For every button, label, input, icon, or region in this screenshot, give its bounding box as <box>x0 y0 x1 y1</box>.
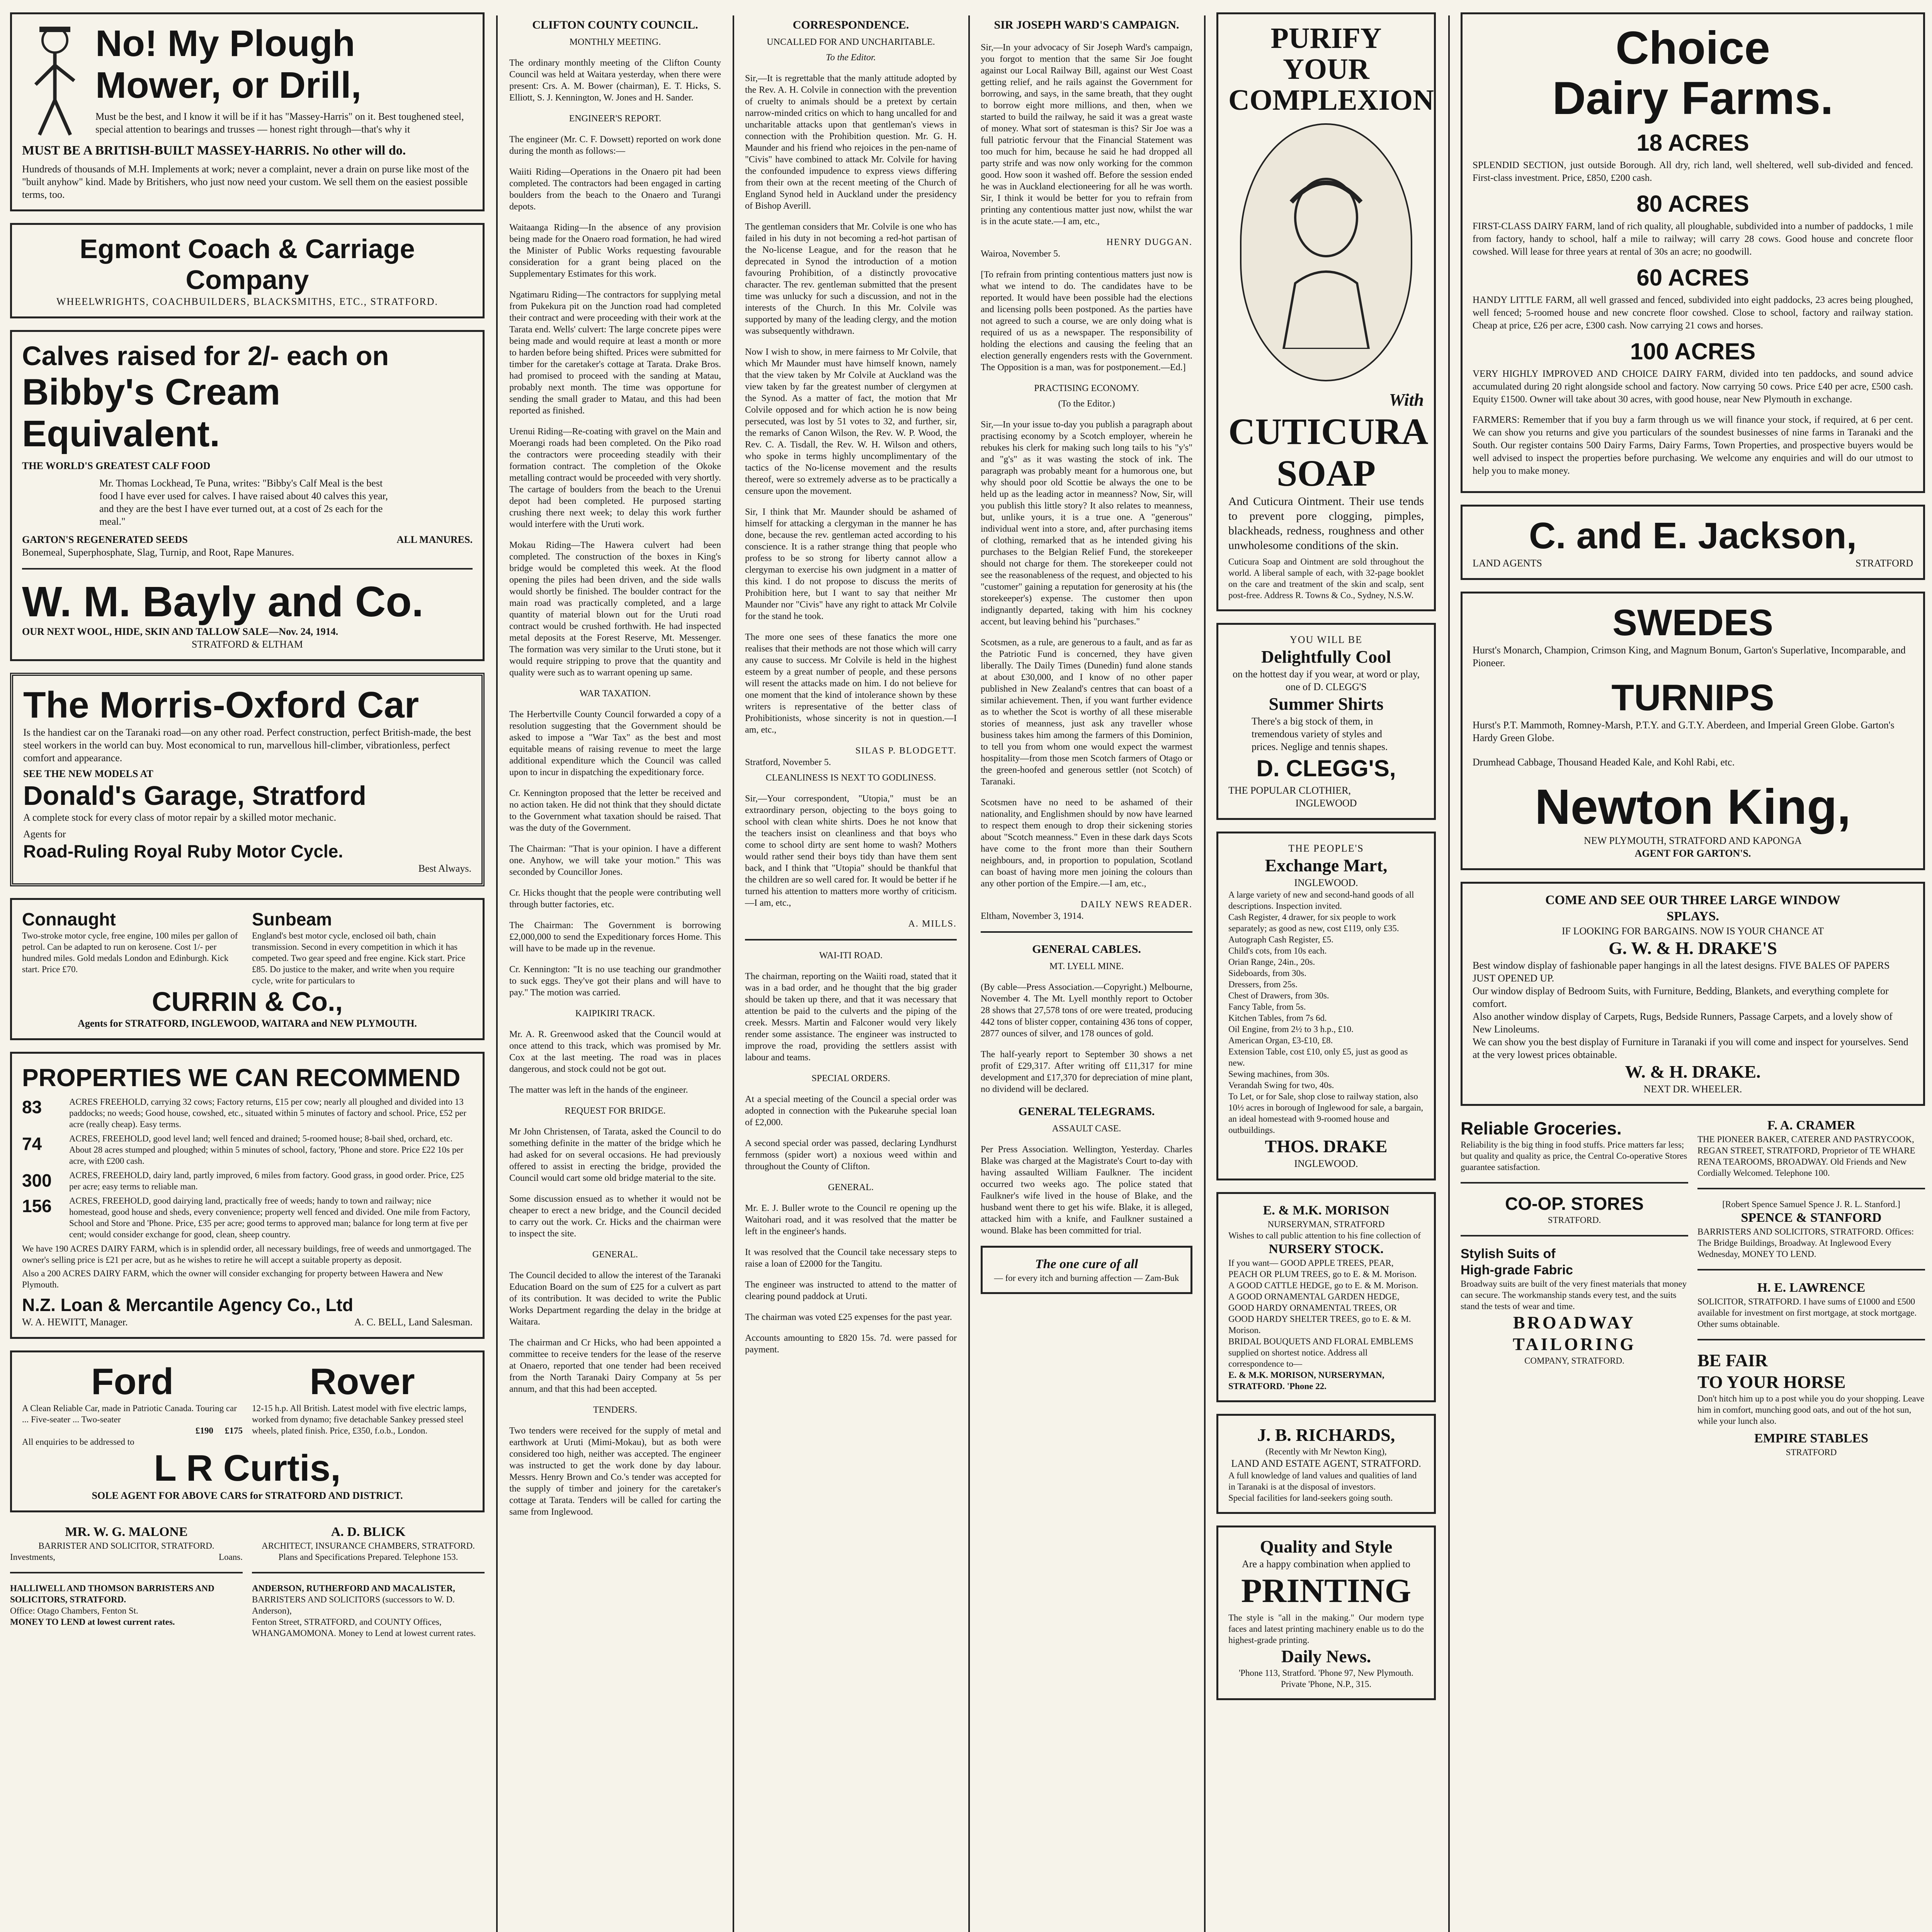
bargains-line: IF LOOKING FOR BARGAINS. NOW IS YOUR CHANCE AT <box>1561 925 1824 937</box>
newton-sub: NEW PLYMOUTH, STRATFORD AND KAPONGA <box>1584 835 1802 846</box>
blick-name: A. D. BLICK <box>331 1525 406 1539</box>
clegg-ad <box>1216 623 1436 820</box>
printing-text: The style is "all in the making." Our modern type faces and latest printing machinery enable us to do the highest-grade printing. <box>1228 1613 1424 1645</box>
blick-sub: Plans and Specifications Prepared. Telephone 153. <box>278 1552 458 1562</box>
cure-headline: The one cure of all <box>1035 1257 1138 1271</box>
morison-ad <box>1216 1192 1436 1402</box>
spence-name: SPENCE & STANFORD <box>1741 1211 1882 1225</box>
quality-text: Are a happy combination when applied to <box>1242 1558 1411 1570</box>
mower-headline: No! My Plough Mower, or Drill, <box>95 23 362 106</box>
purify-line-1: PURIFY YOUR <box>1270 22 1382 85</box>
exchange-mart-ad <box>1216 832 1436 1180</box>
sunbeam-text: England's best motor cycle, enclosed oil bath, chain transmission. Second in every competition in which it has competed. Two gear speed and free engine. Kick start. Price £85. Do justice to the maker, and write when you require cycle, write for particulars to <box>252 931 466 985</box>
drumhead-text: Drumhead Cabbage, Thousand Headed Kale, and Kohl Rabi, etc. <box>1473 757 1735 768</box>
clifton-p10: The Chairman: "That is your opinion. I have a different one. Anyhow, we will take your motion." This was seconded by Councillor Jones. <box>509 844 721 877</box>
clifton-p13: Cr. Kennington: "It is no use teaching our grandmother to suck eggs. They've got their plans and will have to pay." The motion was carried. <box>509 964 721 998</box>
bibby-ad <box>10 330 485 661</box>
seeds-ad <box>1461 592 1925 870</box>
cuticura-small: Cuticura Soap and Ointment are sold throughout the world. A liberal sample of each, with 32-page booklet on the care and treatment of the skin and scalp, sent post-free. Address R. Towns & Co., Sydney, N.S.W. <box>1228 557 1424 600</box>
clifton-sub: MONTHLY MEETING. <box>569 37 661 47</box>
coop-head: CO-OP. STORES <box>1505 1194 1644 1214</box>
jackson-place: STRATFORD <box>1855 558 1913 569</box>
corr-p1: Sir,—It is regrettable that the manly attitude adopted by the Rev. A. H. Colvile in connection with the prevention of cruelty to animals should be a pretext by certain narrow-minded critics on which to hang uncalled for and uncharitable attacks upon that gentleman's views in connection with the Prohibition question. Mr. G. H. Maunder and his friend who rejoices in the pen-name of "Civis" have combined to attack Mr. Colvile for having the confounded impudence to express views differing from their own at the recent meeting of the Church of England Synod held in Auckland under the presidency of Bishop Averill. <box>745 73 957 211</box>
lawrence-text: SOLICITOR, STRATFORD. I have sums of £1000 and £500 available for investment on first mortgage, at stock mortgage. Other sums obtainable. <box>1697 1297 1917 1329</box>
cool-head: Delightfully Cool <box>1261 647 1391 667</box>
broadway-sub: COMPANY, STRATFORD. <box>1524 1356 1624 1366</box>
bibby-sub: THE WORLD'S GREATEST CALF FOOD <box>22 460 211 471</box>
properties-headline: PROPERTIES WE CAN RECOMMEND <box>22 1064 461 1092</box>
swedes-text: Hurst's Monarch, Champion, Crimson King, and Magnum Bonum, Garton's Superlative, Incomparable, and Pioneer. <box>1473 645 1906 668</box>
rover-text: 12-15 h.p. All British. Latest model with five electric lamps, worked from dynamo; five detachable Sankey pressed steel wheels, plated finish. Price, £350, f.o.b., London. <box>252 1403 467 1435</box>
best-always: Best Always. <box>418 863 471 874</box>
halliwell-name: HALLIWELL AND THOMSON BARRISTERS AND SOLICITORS, STRATFORD. <box>10 1583 214 1604</box>
column-2-clifton-council <box>499 0 731 1932</box>
mart-item: Sewing machines, from 30s. <box>1228 1069 1330 1079</box>
clifton-p12: The Chairman: The Government is borrowing £2,000,000 to send the Expeditionary forces Home. This will have to be made up in the revenue. <box>509 920 721 954</box>
cuticura-ad <box>1216 12 1436 611</box>
printing-ad <box>1216 1526 1436 1700</box>
farm-acres: 80 ACRES <box>1636 191 1749 217</box>
empire-sub: STRATFORD <box>1786 1447 1837 1457</box>
clegg-name: D. CLEGG'S, <box>1256 755 1396 781</box>
farm-description: VERY HIGHLY IMPROVED AND CHOICE DAIRY FARM, divided into ten paddocks, and sound advice accumulated during 20 right alongside school and factory. Now carrying 50 cows. Price £40 per acre, £500 cash. Equity £1500. Owner will take about 30 acres, with good house, near New Plymouth in exchange. <box>1473 369 1913 405</box>
gwh-text-2: Our window display of Bedroom Suits, with Furniture, Bedding, Blankets, and everything complete for comfort. <box>1473 985 1889 1009</box>
corr-p4: Sir, I think that Mr. Maunder should be ashamed of himself for attacking a clergyman in the manner he has done, because the rev. gentleman acted according to his conscience. It is a rather strange thing that people who profess to be so strong for liberty cannot allow a clergyman to exercise his own judgment in a matter of this kind. I do not propose to discuss the merits of Prohibition here, but I want to say that neither Mr Maunder nor "Civis" have any right to attack Mr Colvile for the stand he took. <box>745 507 957 621</box>
summer-text: There's a big stock of them, in tremendous variety of styles and prices. Neglige and tennis shapes. <box>1252 716 1388 752</box>
soap-text: SOAP <box>1276 452 1376 494</box>
clifton-p16: Mr John Christensen, of Tarata, asked the Council to do something definite in the matter of the bridge which he had asked for on several occasions. He had previously offered to assist in erecting the bridge, provided the Council would cart some old bridge material to the site. <box>509 1127 721 1183</box>
clifton-p14: Mr. A. R. Greenwood asked that the Council would at once attend to this track, which was promised by Mr. Cox at the last meeting. The road was in places dangerous, and stock could not be got out. <box>509 1029 721 1074</box>
currin-agents: Agents for STRATFORD, INGLEWOOD, WAITARA and NEW PLYMOUTH. <box>78 1018 417 1029</box>
mart-item: Extension Table, cost £10, only £5, just as good as new. <box>1228 1047 1408 1068</box>
corr-signature-2: A. MILLS. <box>908 919 957 929</box>
clifton-p3: Waiiti Riding—Operations in the Onaero pit had been completed. The contractors had been engaged in carting boulders from the beach to the Onaero and Turangi depots. <box>509 167 721 212</box>
empire-stables: EMPIRE STABLES <box>1754 1431 1869 1446</box>
economy-p2: Sir,—In your issue to-day you publish a paragraph about practising economy by a Scotch employer, wherein he rebukes his clerk for making such long tails to his "y's" and "g's" as it was wasting the stock of ink. The paragraph was probably meant for a humorous one, but why should poor old Scottie be always the one to be held up as the leading actor in meanness? Now, Sir, will you publish this little story? It also relates to meanness, but, unlike yours, it is a true one. A "generous" individual went into a store, and, after purchasing items of clothing, remarked that as he intended giving his purchases to the Belgian Relief Fund, the storekeeper should not charge for them. The storekeeper could not see the reasonableness of the request, and objected to his "customer" gaining a reputation for generosity at his (the storekeeper's) expense. The customer then upon indignantly departed, taking with him his cockney accent, but leaving behind his "purchases." <box>981 420 1192 627</box>
choice-line: Choice <box>1615 22 1770 74</box>
cables-head: GENERAL CABLES. <box>1032 943 1141 956</box>
corr-p11: It was resolved that the Council take necessary steps to raise a loan of £2000 for the Tangitu. <box>745 1247 957 1269</box>
corr-signature-1: SILAS P. BLODGETT. <box>855 746 957 756</box>
egmont-coach-ad <box>10 223 485 318</box>
bibby-manures: Bonemeal, Superphosphate, Slag, Turnip, and Root, Rape Manures. <box>22 547 294 558</box>
ward-signature: HENRY DUGGAN. <box>1106 237 1192 247</box>
turnips-text: Hurst's P.T. Mammoth, Romney-Marsh, P.T.Y. and G.T.Y. Aberdeen, and Imperial Green Globe. Garton's Hardy Green Globe. <box>1473 719 1895 743</box>
cramer-text: THE PIONEER BAKER, CATERER AND PASTRYCOOK, REGAN STREET, STRATFORD, Proprietor of TE WHARE RENA TEAROOMS, BROADWAY. Old Friends and New Cordially Welcomed. Telephone 100. <box>1697 1134 1915 1178</box>
massey-harris-ad <box>10 12 485 211</box>
special-orders-head: SPECIAL ORDERS. <box>811 1073 890 1083</box>
lyell-p2: The half-yearly report to September 30 shows a net profit of £29,317. After writing off £11,317 for mine development and £17,370 for depreciation of mine plant, no dividend will be declared. <box>981 1049 1192 1094</box>
wh-drake: W. & H. DRAKE. <box>1625 1062 1761 1082</box>
blick-role: ARCHITECT, INSURANCE CHAMBERS, STRATFORD. <box>262 1541 475 1551</box>
royal-ruby: Road-Ruling Royal Ruby Motor Cycle. <box>23 841 344 861</box>
to-editor: To the Editor. <box>826 53 876 63</box>
economy-signature: DAILY NEWS READER. <box>1080 900 1192 910</box>
zambuk-ad <box>981 1246 1192 1294</box>
spence-text: BARRISTERS AND SOLICITORS, STRATFORD. Offices: The Bridge Buildings, Broadway. At Inglewood Every Wednesday, MONEY TO LEND. <box>1697 1227 1914 1259</box>
farm-description: HANDY LITTLE FARM, all well grassed and fenced, subdivided into eight paddocks, 23 acres being ploughed, well fenced; 5-roomed house and new concrete floor cowshed. Close to school, factory and railway station. Cheap at price, £26 per acre, £300 cash. Now carrying 21 cows and horses. <box>1473 295 1913 331</box>
clifton-title: CLIFTON COUNTY COUNCIL. <box>532 19 698 31</box>
agents-for: Agents for <box>23 828 66 840</box>
cuticura-text: And Cuticura Ointment. Their use tends to prevent pore clogging, pimples, blackheads, redness, roughness and other unwholesome conditions of the skin. <box>1228 495 1424 552</box>
clifton-p11: Cr. Hicks thought that the people were contributing well through butter factories, etc. <box>509 888 721 910</box>
anderson-name: ANDERSON, RUTHERFORD AND MACALISTER, <box>252 1583 455 1593</box>
morison-name: E. & M.K. MORISON <box>1263 1203 1389 1218</box>
curtis-name: L R Curtis, <box>154 1447 341 1489</box>
property-item <box>22 1133 473 1167</box>
currin-name: CURRIN & Co., <box>152 986 343 1017</box>
stylish-text: Broadway suits are built of the very finest materials that money can secure. The workmanship stands every test, and the suits stand the tests of wear and time. <box>1461 1279 1687 1311</box>
corr-p7: The chairman, reporting on the Waiiti road, stated that it was in a bad order, and he thought that the big grader should be taken up there, and that it was necessary that attention be paid to the culverts and the piping of the creek. Messrs. Martin and Falconer would very likely render some assistance. The engineer was instructed to improve the road, providing the settlers assist with labour and teams. <box>745 971 957 1063</box>
rover-block <box>252 1361 473 1447</box>
ford-price-1: £190 <box>196 1426 213 1435</box>
mart-item: Sideboards, from 30s. <box>1228 968 1306 978</box>
morison-sig: E. & M.K. MORISON, NURSERYMAN, STRATFORD. 'Phone 22. <box>1228 1370 1384 1391</box>
woman-portrait-illustration <box>1240 123 1412 381</box>
bibby-seeds: GARTON'S REGENERATED SEEDS <box>22 534 188 545</box>
anderson-role: BARRISTERS AND SOLICITORS (successors to W. D. Anderson), <box>252 1595 455 1616</box>
morris-text: Is the handiest car on the Taranaki road—on any other road. Perfect construction, perfect British-made, the best steel workers in the world can buy. Most economical to run, marvellous hill-climber, vibrationless, perfect comfort and appearance. <box>23 727 471 764</box>
halliwell-office: Office: Otago Chambers, Fenton St. <box>10 1606 138 1616</box>
corr-p14: Accounts amounting to £820 15s. 7d. were passed for payment. <box>745 1333 957 1355</box>
stylish-2: High-grade Fabric <box>1461 1263 1573 1277</box>
lawrence-name: H. E. LAWRENCE <box>1757 1281 1866 1295</box>
cleanliness-head: CLEANLINESS IS NEXT TO GODLINESS. <box>765 773 936 783</box>
mower-text-2: Hundreds of thousands of M.H. Implements at work; never a complaint, never a drain on purse like most of the "built anyhow" kind. Made by Britishers, who just now need your custom. We sell them on the easiest possible terms, too. <box>22 163 469 200</box>
mart-item: Dressers, from 25s. <box>1228 980 1298 989</box>
column-3-correspondence <box>735 0 967 1932</box>
motor-cycles-ad <box>10 898 485 1040</box>
clifton-p1: The ordinary monthly meeting of the Clifton County Council was held at Waitara yesterday, when there were present: Crs. A. M. Bower (chairman), E. T. Hicks, S. Elliott, S. J. Kennington, W. Jones and H. Sander. <box>509 58 721 103</box>
clifton-p2: The engineer (Mr. C. F. Dowsett) reported on work done during the month as follows:— <box>509 134 721 156</box>
corr-signature-1b: Stratford, November 5. <box>745 757 831 767</box>
malone-loans: Loans. <box>219 1552 243 1562</box>
corr-p5: The more one sees of these fanatics the more one realises that their methods are not those which will carry any cause to success. Mr Colvile is held in the highest esteem by a great number of people, and these persons will resent the attacks made on him. I do not believe for one moment that the kind of intolerance shown by these writers is representative of the better class of Prohibitionists, whose sincerity is not in question.—I am, etc., <box>745 632 957 735</box>
fair-text: Don't hitch him up to a post while you do your shopping. Leave him in comfort, munching good oats, and out of the hot sun, while your lunch also. <box>1697 1394 1925 1426</box>
ward-signature-b: Wairoa, November 5. <box>981 249 1060 259</box>
fair-2: TO YOUR HORSE <box>1697 1372 1846 1392</box>
richards-text: A full knowledge of land values and qualities of land in Taranaki is at the disposal of investors. <box>1228 1471 1417 1492</box>
property-acres: 300 <box>22 1170 52 1190</box>
cramer-name: F. A. CRAMER <box>1767 1118 1855 1133</box>
engineer-head: ENGINEER'S REPORT. <box>569 114 662 124</box>
mart-pre: THE PEOPLE'S <box>1288 843 1364 854</box>
jackson-role: LAND AGENTS <box>1473 558 1542 569</box>
drake-windows-ad <box>1461 882 1925 1106</box>
economy-p3: Scotsmen, as a rule, are generous to a fault, and as far as the Patriotic Fund is concerned, they have given liberally. The Daily Times (Dunedin) fund alone stands at about £30,000, and I know of no other paper published in New Zealand's centres that can boast of a similar achievement. Then, if you want further evidence as to whether the Scot is worthy of all these miserable stories of meanness, just ask any traveller whose business takes him among the farmers of this Dominion, to tell you from whom one would expect the warmest hospitality—from those men Scotch farmers of Otago or the green-hoofed and generous settler (not Scotch) of Taranaki. <box>981 638 1192 787</box>
cuticura-name: CUTICURA <box>1228 411 1429 452</box>
clifton-p8: The Herbertville County Council forwarded a copy of a resolution suggesting that the Government should be asked to impose a "War Tax" as the best and most equitable means of raising revenue to meet the large additional expenditure which the Council was called upon to incur in dispatching the expeditionary force. <box>509 709 721 777</box>
property-acres: 74 <box>22 1134 42 1154</box>
cure-sub: — for every itch and burning affection — Zam-Buk <box>994 1273 1179 1283</box>
mart-item: Cash Register, 4 drawer, for six people to work separately; as good as new, cost £119, only £35. <box>1228 912 1399 933</box>
mart-name: Exchange Mart, <box>1265 855 1388 875</box>
clifton-p9: Cr. Kennington proposed that the letter be received and no action taken. He did not think that they should dictate to the Government what taxation should be raised. That was the duty of the Government. <box>509 788 721 833</box>
gwh-text-4: We can show you the best display of Furniture in Taranaki if you will come and inspect for yourselves. Send at the very lowest prices obtainable. <box>1473 1036 1908 1060</box>
corr-p6: Sir,—Your correspondent, "Utopia," must be an extraordinary person, objecting to the boys going to school with clean white shirts. Does he not know that the teachers insist on cleanliness and that boys who come to school dirty are sent home to wash? Mothers would rather send their boys tidy than have them sent back, and I think that "Utopia" should be thankful that the children are so well cared for. It would be better if he turned his attention to matters more worthy of criticism.—I am, etc., <box>745 794 957 908</box>
bibby-head-1: Calves raised for 2/- each on <box>22 341 389 371</box>
clifton-p20: Two tenders were received for the supply of metal and earthwork at Uruti (Mimi-Mokau), but as both were considered too high, neither was accepted. The engineer was instructed to get the work done by day labour. Messrs. Henry Brown and Co.'s tender was accepted for the supply of timber and joinery for the caretaker's cottage at Tarata. Tenders will be called for carting the same from Inglewood. <box>509 1426 721 1517</box>
windows-line-1: COME AND SEE OUR THREE LARGE WINDOW <box>1545 893 1840 907</box>
bibby-head-2: Bibby's Cream Equivalent. <box>22 371 281 454</box>
newton-king: Newton King, <box>1535 779 1851 835</box>
tailoring-name: TAILORING <box>1513 1334 1636 1354</box>
clegg-sub: THE POPULAR CLOTHIER, <box>1228 785 1351 796</box>
property-text: ACRES FREEHOLD, carrying 32 cows; Factory returns, £15 per cow; nearly all ploughed and divided into 13 paddocks; no weeds; Good house, cowshed, etc., situated within 5 minutes of factory and school. Price, £52 per acre (really cheap). Easy terms. <box>69 1097 466 1129</box>
lyell-head: MT. LYELL MINE. <box>1049 961 1124 971</box>
rover-title: Rover <box>310 1361 415 1402</box>
mart-item: Orian Range, 24in., 20s. <box>1228 957 1315 967</box>
clegg-place: INGLEWOOD <box>1295 798 1357 809</box>
corr-p13: The chairman was voted £25 expenses for the past year. <box>745 1312 952 1322</box>
bayly-name: W. M. Bayly and Co. <box>22 578 424 626</box>
farm-acres: 60 ACRES <box>1636 265 1749 291</box>
malone-role: BARRISTER AND SOLICITOR, STRATFORD. <box>38 1541 214 1551</box>
with-text: With <box>1389 390 1424 410</box>
farm-description: SPLENDID SECTION, just outside Borough. All dry, rich land, well sheltered, well sub-divided and fenced. First-class investment. Price, £850, £200 cash. <box>1473 160 1913 183</box>
bibby-quote: Mr. Thomas Lockhead, Te Puna, writes: "Bibby's Calf Meal is the best food I have ever used for calves. I have raised about 40 calves this year, and they are the best I have ever turned out, at a cost of 2s each for the meal." <box>99 478 388 527</box>
garage-sub: A complete stock for every class of motor repair by a skilled motor mechanic. <box>23 812 337 823</box>
mart-item: Chest of Drawers, from 30s. <box>1228 991 1329 1000</box>
war-head: WAR TAXATION. <box>579 689 651 699</box>
morris-see: SEE THE NEW MODELS AT <box>23 768 153 779</box>
groceries-head: Reliable Groceries. <box>1461 1118 1622 1138</box>
donalds-garage: Donald's Garage, Stratford <box>23 781 366 811</box>
drake-place: INGLEWOOD. <box>1294 1158 1358 1169</box>
lyell-p1: (By cable—Press Association.—Copyright.) Melbourne, November 4. The Mt. Lyell monthly report to October 28 shows that 27,578 tons of ore were treated, producing 442 tons of blister copper, containing 436 tons of copper, 2877 ounces of silver, and 178 ounces of gold. <box>981 982 1192 1039</box>
agency-salesman: A. C. BELL, Land Salesman. <box>354 1316 473 1328</box>
richards-special: Special facilities for land-seekers going south. <box>1228 1493 1393 1503</box>
property-item <box>22 1170 473 1192</box>
clifton-p15: The matter was left in the hands of the engineer. <box>509 1085 688 1095</box>
drake-name: THOS. DRAKE <box>1265 1136 1388 1156</box>
richards-sub: (Recently with Mr Newton King), <box>1265 1447 1387 1456</box>
ford-block <box>22 1361 243 1447</box>
egmont-name: Egmont Coach & Carriage Company <box>80 234 415 295</box>
property-text: ACRES, FREEHOLD, dairy land, partly improved, 6 miles from factory. Good grass, in good order. Price, £25 per acre; easy terms to reliable man. <box>69 1170 464 1191</box>
dairy-farm-190: We have 190 ACRES DAIRY FARM, which is in splendid order, all necessary buildings, free of weeds and unmortgaged. The owner's selling price is £21 per acre, but as he wishes to retire he will accept a suitable property as deposit. <box>22 1244 471 1265</box>
farm-acres: 18 ACRES <box>1636 130 1749 156</box>
portrait-icon <box>1268 156 1384 349</box>
jackson-ad <box>1461 505 1925 580</box>
correspondence-sub: UNCALLED FOR AND UNCHARITABLE. <box>767 37 935 47</box>
turnips-head: TURNIPS <box>1611 677 1774 718</box>
correspondence-title: CORRESPONDENCE. <box>793 19 909 31</box>
mart-item: Child's cots, from 10s each. <box>1228 946 1327 956</box>
telegrams-head: GENERAL TELEGRAMS. <box>1018 1105 1155 1118</box>
mart-item: Autograph Cash Register, £5. <box>1228 935 1333 944</box>
connaught-block <box>22 908 243 986</box>
farmer-illustration <box>22 23 88 139</box>
richards-ad <box>1216 1414 1436 1514</box>
kaipikiri-head: KAIPIKIRI TRACK. <box>575 1009 655 1019</box>
sunbeam-title: Sunbeam <box>252 909 332 929</box>
properties-list <box>22 1096 473 1240</box>
clifton-p4: Waitaanga Riding—In the absence of any provision being made for the Onaero road formation, he had wired the Minister of Public Works requesting favourable consideration for a grant being placed on the Supplementary Estimates for this work. <box>509 223 721 279</box>
agency-name: N.Z. Loan & Mercantile Agency Co., Ltd <box>22 1295 354 1315</box>
fair-1: BE FAIR <box>1697 1350 1768 1370</box>
groceries-text: Reliability is the big thing in food stuffs. Price matters far less; but quality and quality as price, the Central Co-operative Stores guarantee satisfaction. <box>1461 1140 1687 1172</box>
farmers-note: FARMERS: Remember that if you buy a farm through us we will finance your stock, if required, at 6 per cent. We can show you returns and give you particulars of the soundest businesses of nine farms in Taranaki and the South. Our register contains 500 Dairy Farms, Dairy Farms, Town Properties, and prospective buyers would be well advised to inspect the properties before purchasing. We welcome any enquiries and will do our utmost to help you to make money. <box>1473 415 1913 476</box>
corr-p12: The engineer was instructed to attend to the matter of clearing pound paddock at Uruti. <box>745 1280 957 1301</box>
dairy-farms-line: Dairy Farms. <box>1552 72 1833 124</box>
mart-items-list <box>1228 912 1424 1091</box>
ford-enquiries: All enquiries to be addressed to <box>22 1437 134 1447</box>
farm-list <box>1473 129 1913 406</box>
coop-place: STRATFORD. <box>1548 1215 1601 1225</box>
dairy-farm-200: Also a 200 ACRES DAIRY FARM, which the owner will consider exchanging for property between Hawera and New Plymouth. <box>22 1269 443 1289</box>
morris-headline: The Morris-Oxford Car <box>23 684 419 726</box>
cool-intro: YOU WILL BE <box>1289 634 1363 645</box>
gwh-drake: G. W. & H. DRAKE'S <box>1609 938 1777 958</box>
printing-phones: 'Phone 113, Stratford. 'Phone 97, New Plymouth. Private 'Phone, N.P., 315. <box>1238 1668 1414 1689</box>
clifton-p17: Some discussion ensued as to whether it would not be cheaper to erect a new bridge, and the Council decided to carry out the work. Cr. Hicks and the chairman were to inspect the site. <box>509 1194 721 1239</box>
agency-manager: W. A. HEWITT, Manager. <box>22 1316 128 1328</box>
malone-investments: Investments, <box>10 1552 55 1562</box>
property-acres: 156 <box>22 1196 52 1216</box>
jackson-name: C. and E. Jackson, <box>1529 515 1857 556</box>
connaught-title: Connaught <box>22 909 116 929</box>
newton-agent: AGENT FOR GARTON'S. <box>1634 848 1751 859</box>
property-text: ACRES, FREEHOLD, good level land; well fenced and drained; 5-roomed house; 8-bail shed, orchard, etc. About 28 acres stumped and ploughed; within 5 minutes of school, factory, 'Phone and store. Price £22 10s per acre, with £200 cash. <box>69 1134 464 1166</box>
connaught-text: Two-stroke motor cycle, free engine, 100 miles per gallon of petrol. Can be adapted to run on kerosene. Cost 1/- per hundred miles. Gold medals London and Edinburgh. Kick start. Price £70. <box>22 931 238 974</box>
economy-head: PRACTISING ECONOMY. <box>1034 383 1139 393</box>
bibby-manures-title: ALL MANURES. <box>396 534 473 545</box>
assault-head: ASSAULT CASE. <box>1052 1124 1121 1134</box>
bayly-place: STRATFORD & ELTHAM <box>192 639 303 650</box>
ward-p1: Sir,—In your advocacy of Sir Joseph Ward's campaign, you forgot to mention that the same Sir Joe fought against our Local Railway Bill, against our West Coast getting relief, and he rails against the Government for borrowing, and says, in the same breath, that they ought to borrow eight more millions, and then, when we started to build the railway, he said it was a great waste of money. What sort of statesman is this? Sir Joe was a full patriotic fervour that the Financial Statement was too much for him, because he said he had dropped all party strife and was now only working for the common good. How soon it washed off. Before the session ended he was in Auckland electioneering for all he was worth. Sir, I think it would be better for you to refrain from printing any contentious matter just now, whilst the war is in the acute state.—I am, etc., <box>981 43 1192 226</box>
clifton-p18: The Council decided to allow the interest of the Taranaki Education Board on the sum of £25 for a culvert as part of its contribution. It was decided to write the Public Works Department regarding the delay in the bridge at Waitara. <box>509 1270 721 1327</box>
property-item <box>22 1096 473 1130</box>
corr-p3: Now I wish to show, in mere fairness to Mr Colvile, that which Mr Maunder must have himself known, namely that the view taken by Mr Colvile at Auckland was the view taken by far the greatest number of clergymen at the Synod. As a matter of fact, the motion that Mr Colvile opposed and for which action he is now being persecuted, was lost by 51 votes to 32, and further, sir, the remarks of Canon Wilson, the Rev. W. P. Wood, the Rev. C. A. Tisdall, the Rev. W. H. Wilson and others, who spoke in terms highly uncomplimentary of the tactics of the No-license movement and the results thereof, were so extremely adverse as to be practically a censure upon the movement. <box>745 347 957 496</box>
column-1-advertisements <box>0 0 495 1932</box>
property-item <box>22 1195 473 1240</box>
economy-p4: Scotsmen have no need to be ashamed of their nationality, and Englishmen should by now have learned to respect them enough to drop their sickening stories about "Scotch meanness." Even in these dark days Scots have come to the front more than their Southern neighbours, and, in proportion to population, Scotland can boast of having more men joining the colours than any other portion of the Empire.—I am, etc., <box>981 798 1192 889</box>
clifton-p6: Urenui Riding—Re-coating with gravel on the Main and Moerangi roads had been completed. On the Piko road the contractors were proceeding steadily with their formation contract. The completion of the Okoke metalling contract would be proceeded with very shortly. The cartage of boulders from the beach to the Urenui depot had been completed. He purposed starting crushing there next week; to delay this work further would interfere with the Uruti work. <box>509 427 721 529</box>
morison-bridal: BRIDAL BOUQUETS AND FLORAL EMBLEMS supplied on shortest notice. Address all correspondence to— <box>1228 1337 1413 1369</box>
corr-p2: The gentleman considers that Mr. Colvile is one who has failed in his duty in not becoming a red-hot partisan of the No-license League, and for the reason that he deprecated in Synod the introduction of a motion favouring Prohibition, of a distinctly provocative character. The rev. gentleman submitted that the present time was unlucky for such a discussion, and not in the interests of the Church. In this Mr. Colvile was supported by many of the leading clergy, and the motion was subsequently withdrawn. <box>745 222 957 336</box>
morris-oxford-ad <box>10 673 485 886</box>
printing-head: PRINTING <box>1241 1572 1412 1610</box>
halliwell-money: MONEY TO LEND at lowest current rates. <box>10 1617 175 1627</box>
morison-text: Wishes to call public attention to his fine collection of <box>1228 1231 1421 1240</box>
richards-role: LAND AND ESTATE AGENT, STRATFORD. <box>1231 1458 1421 1469</box>
corr-p9: A second special order was passed, declaring Lyndhurst fernmoss (spider wort) a noxious weed within and throughout the County of Clifton. <box>745 1138 957 1172</box>
malone-name: MR. W. G. MALONE <box>65 1525 188 1539</box>
editor-note: [To refrain from printing contentious matters just now is what we intend to do. The candidates have to be reported. It would have been possible had the elections and licensing polls been postponed. As the parties have not agreed to such a course, we are only doing what is required of us as a newspaper. The responsibility of holding the elections and causing the feeling that an election generally engenders rests with the Government. The Opposition is a man, was for postponement.—Ed.] <box>981 270 1192 372</box>
summer-shirts: Summer Shirts <box>1269 694 1384 714</box>
sunbeam-block <box>252 908 473 986</box>
morison-list: If you want— GOOD APPLE TREES, PEAR, PEACH OR PLUM TREES, go to E. & M. Morison. A GOOD CATTLE HEDGE, go to E. & M. Morison. A GOOD ORNAMENTAL GARDEN HEDGE, GOOD HARDY ORNAMENTAL TREES, OR GOOD HARDY SHELTER TREES, go to E. & M. Morison. <box>1228 1258 1418 1335</box>
tenders-head: TENDERS. <box>593 1405 637 1415</box>
farm-acres: 100 ACRES <box>1630 338 1756 364</box>
column-5-advertisements <box>1206 0 1446 1932</box>
assault-p: Per Press Association. Wellington, Yesterday. Charles Blake was charged at the Magistrate's Court to-day with having assaulted William Faulkner. The incident occurred two weeks ago. The police stated that Faulkner's wife lived in the house of Blake, and the husband went there to get his wife. Blake, it is alleged, attacked him with a knife, and Faulkner sustained a wound. Blake has been committed for trial. <box>981 1145 1192 1236</box>
mart-item: Oil Engine, from 2½ to 3 h.p., £10. <box>1228 1024 1354 1034</box>
anderson-text: Fenton Street, STRATFORD, and COUNTY Offices, WHANGAMOMONA. Money to Lend at lowest current rates. <box>252 1617 476 1638</box>
property-acres: 83 <box>22 1097 42 1117</box>
mart-item: Kitchen Tables, from 7s 6d. <box>1228 1013 1327 1023</box>
column-6-advertisements <box>1451 0 1932 1932</box>
economy-signature-b: Eltham, November 3, 1914. <box>981 911 1084 921</box>
morison-sub: NURSERYMAN, STRATFORD <box>1267 1219 1385 1229</box>
broadway-name: BROADWAY <box>1513 1313 1636 1332</box>
quality-head: Quality and Style <box>1260 1537 1393 1556</box>
professional-cards <box>10 1524 485 1639</box>
windows-line-2: SPLAYS. <box>1667 909 1719 923</box>
general-head-2: GENERAL. <box>828 1182 874 1192</box>
morison-stock: NURSERY STOCK. <box>1269 1242 1384 1256</box>
ward-title: SIR JOSEPH WARD'S CAMPAIGN. <box>994 19 1179 31</box>
corr-p8: At a special meeting of the Council a special order was adopted in connection with the Pukearuhe special loan of £2,000. <box>745 1094 957 1128</box>
ford-rover-ad <box>10 1350 485 1512</box>
clifton-p5: Ngatimaru Riding—The contractors for supplying metal from Pukekura pit on the Junction road had completed their contract and were proceeding with their work at the Tarata end. Wells' culvert: The large concrete pipes were being made and would require at least a month or more to harden before being shifted. Prices were submitted for timber for the caretaker's cottage at Tarata. Drake Bros. had promised to proceed with the sanding at Matau, probably next month. The time was opportune for sending the small grader to Matau, and this had been reported as finished. <box>509 290 721 416</box>
bayly-sale: OUR NEXT WOOL, HIDE, SKIN AND TALLOW SALE—Nov. 24, 1914. <box>22 626 338 637</box>
gwh-text-1: Best window display of fashionable paper hangings in all the latest designs. FIVE BALES OF PAPERS JUST OPENED UP. <box>1473 960 1890 984</box>
cool-text: on the hottest day if you wear, at word or play, one of D. CLEGG'S <box>1233 668 1420 692</box>
mart-item: Verandah Swing for two, 40s. <box>1228 1080 1334 1090</box>
farm-description: FIRST-CLASS DAIRY FARM, land of rich quality, all ploughable, subdivided into a number of paddocks, 1 mile from factory, handy to school, half a mile to railway; will carry 28 cows. Good house and concrete floor cowshed. Will lease for three years at rental of 30s an acre; no goodwill. <box>1473 221 1913 257</box>
daily-news: Daily News. <box>1281 1646 1371 1666</box>
mower-tagline: MUST BE A BRITISH-BUILT MASSEY-HARRIS. No other will do. <box>22 143 406 158</box>
stylish-1: Stylish Suits of <box>1461 1247 1556 1261</box>
richards-name: J. B. RICHARDS, <box>1257 1425 1395 1445</box>
mart-item: American Organ, £3-£10, £8. <box>1228 1036 1333 1045</box>
ford-price-2: £175 <box>225 1426 243 1435</box>
bridge-head: REQUEST FOR BRIDGE. <box>565 1106 666 1116</box>
general-head: GENERAL. <box>592 1250 638 1260</box>
ford-text: A Clean Reliable Car, made in Patriotic Canada. Touring car ... Five-seater ... Two-seater <box>22 1403 237 1424</box>
mart-item: Fancy Table, from 5s. <box>1228 1002 1306 1012</box>
column-4-letters-cables <box>971 0 1202 1932</box>
property-text: ACRES, FREEHOLD, good dairying land, practically free of weeds; handy to town and railway; nice homestead, good house and sheds, every convenience; property well fenced and divided. One mile from Factory, School and Store and 'Phone. Price, £35 per acre; good terms to approved man; balance for long term at five per cent; would consider exchange for good, clean, sheep country. <box>69 1196 470 1239</box>
bottom-right-ads <box>1461 1117 1925 1458</box>
spence-names: [Robert Spence Samuel Spence J. R. L. Stanford.] <box>1722 1199 1900 1209</box>
dairy-farms-ad <box>1461 12 1925 493</box>
properties-ad <box>10 1052 485 1339</box>
gwh-text-3: Also another window display of Carpets, Rugs, Bedside Runners, Passage Carpets, and a lovely show of New Linoleums. <box>1473 1011 1893 1035</box>
wh-next: NEXT DR. WHEELER. <box>1643 1083 1742 1095</box>
swedes-head: SWEDES <box>1612 602 1774 643</box>
clifton-p19: The chairman and Cr Hicks, who had been appointed a committee to receive tenders for the lease of the reserve at Onaero, reported that one tender had been received from the North Taranaki Dairy Company at 5s per annum, and that this had been accepted. <box>509 1338 721 1394</box>
corr-p10: Mr. E. J. Buller wrote to the Council re opening up the Waitohari road, and it was resolved that the matter be left in the engineer's hands. <box>745 1203 957 1236</box>
economy-to: (To the Editor.) <box>1058 399 1115 409</box>
curtis-sub: SOLE AGENT FOR ABOVE CARS for STRATFORD AND DISTRICT. <box>92 1490 403 1501</box>
clifton-p7: Mokau Riding—The Hawera culvert had been completed. The construction of the boxes in King's bridge would be completed this week. At the flood opening the piles had been driven, and the side walls would shortly be finished. The boulder contract for the main road was practically completed, and a large quantity of material blown out for the Uruti road contract would be crushed forthwith. He had inspected metal deposits at the Forest Reserve, Mt. Messenger. The formation was very similar to the Uruti stone, but it would require stripping to prove that the quantity and quality were such as to warrant opening up same. <box>509 540 721 678</box>
mower-text: Must be the best, and I know it will be if it has "Massey-Harris" on it. Best toughened steel, special attention to bearings and trusses — honest right through—that's why it <box>95 111 464 135</box>
mart-let: To Let, or for Sale, shop close to railway station, also 10½ acres in borough of Inglewood for sale, a bargain, an ideal homestead with 9-roomed house and outbuildings. <box>1228 1092 1423 1135</box>
ford-title: Ford <box>91 1361 174 1402</box>
waiiti-head: WAI-ITI ROAD. <box>819 951 883 961</box>
mart-place: INGLEWOOD. <box>1294 877 1358 888</box>
purify-line-2: COMPLEXION <box>1228 84 1434 116</box>
egmont-sub: WHEELWRIGHTS, COACHBUILDERS, BLACKSMITHS, ETC., STRATFORD. <box>56 296 438 307</box>
mart-text: A large variety of new and second-hand goods of all descriptions. Inspection invited. <box>1228 890 1414 911</box>
